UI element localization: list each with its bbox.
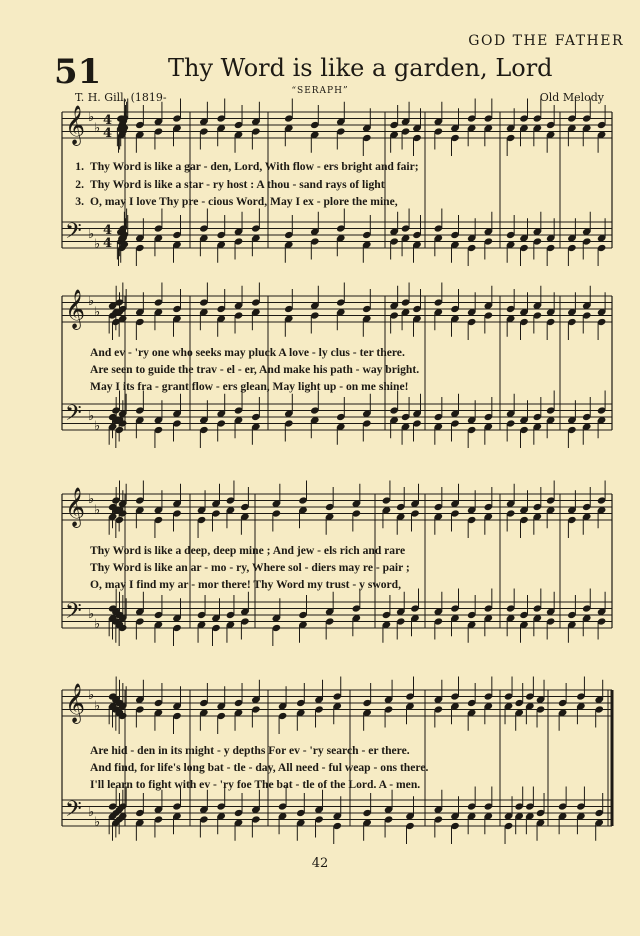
verse-line: 3. O, may I love Thy pre - cious Word, May I ex - plore the mine,	[75, 195, 398, 208]
flat-sign: ♭	[88, 227, 95, 242]
treble-clef: 𝄞	[65, 289, 86, 329]
flat-sign: ♭	[88, 607, 95, 622]
time-signature: 4	[103, 126, 113, 141]
verse-line: Are seen to guide the trav - el - er, And make his path - way bright.	[90, 363, 420, 376]
verse-line: 1. Thy Word is like a gar - den, Lord, With flow - ers bright and fair;	[75, 160, 419, 173]
bass-clef: 𝄢	[65, 797, 82, 827]
flat-sign: ♭	[88, 409, 95, 424]
hymn-title: Thy Word is like a garden, Lord	[168, 54, 553, 82]
flat-sign: ♭	[94, 419, 101, 434]
verse-line: Thy Word is like a deep, deep mine ; And jew - els rich and rare	[90, 544, 406, 557]
flat-sign: ♭	[88, 805, 95, 820]
flat-sign: ♭	[94, 617, 101, 632]
page-number: 42	[311, 856, 329, 871]
verse-line: O, may I find my ar - mor there! Thy Word my trust - y sword,	[90, 578, 401, 591]
treble-clef: 𝄞	[65, 105, 86, 145]
flat-sign: ♭	[88, 688, 95, 703]
verse-line: And find, for life's long bat - tle - day, All need - ful weap - ons there.	[90, 761, 429, 774]
flat-sign: ♭	[94, 121, 101, 136]
time-signature: 4	[103, 236, 113, 251]
verse-line: May I its fra - grant flow - ers glean, May light up - on me shine!	[90, 380, 409, 393]
verse-line: Are hid - den in its might - y depths For ev - 'ry search - er there.	[90, 744, 410, 757]
verse-line: Thy Word is like an ar - mo - ry, Where sol - diers may re - pair ;	[90, 561, 410, 574]
flat-sign: ♭	[88, 294, 95, 309]
flat-sign: ♭	[94, 699, 101, 714]
hymn-number: 51	[54, 52, 102, 92]
time-signature: 4	[103, 223, 113, 238]
flat-sign: ♭	[88, 110, 95, 125]
treble-clef: 𝄞	[65, 683, 86, 723]
flat-sign: ♭	[94, 815, 101, 830]
verse-line: I'll learn to fight with ev - 'ry foe The bat - tle of the Lord. A - men.	[90, 778, 421, 791]
section-heading: GOD THE FATHER	[468, 33, 624, 49]
bass-clef: 𝄢	[65, 219, 82, 249]
time-signature: 4	[103, 113, 113, 128]
melody-credit: Old Melody	[539, 91, 604, 104]
author-credit: T. H. Gill, (1819-	[75, 91, 167, 104]
flat-sign: ♭	[88, 492, 95, 507]
treble-clef: 𝄞	[65, 487, 86, 527]
bass-clef: 𝄢	[65, 599, 82, 629]
verse-line: 2. Thy Word is like a star - ry host : A thou - sand rays of light	[75, 178, 385, 191]
tune-name: “SERAPH”	[291, 86, 349, 96]
flat-sign: ♭	[94, 305, 101, 320]
verse-line: And ev - 'ry one who seeks may pluck A love - ly clus - ter there.	[90, 346, 405, 359]
bass-clef: 𝄢	[65, 401, 82, 431]
flat-sign: ♭	[94, 237, 101, 252]
flat-sign: ♭	[94, 503, 101, 518]
